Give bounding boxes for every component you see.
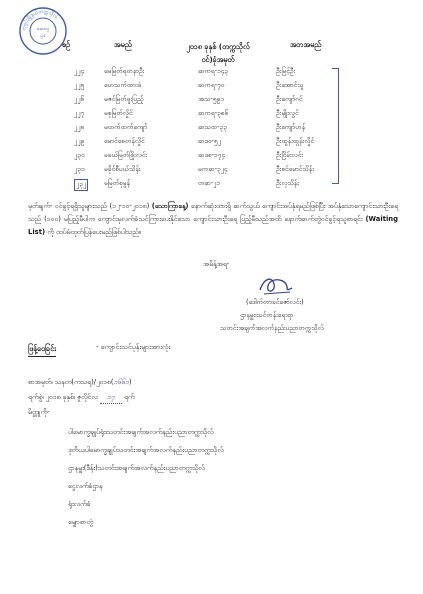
seal-center-line2: မှုခံ xyxy=(40,34,46,39)
row-roll: ဆကရ-၃၈၆ xyxy=(198,109,229,117)
reference-date-suffix: ရက် xyxy=(123,393,135,401)
header-father: အဘအမည် xyxy=(290,40,322,49)
table-row xyxy=(0,123,423,135)
official-seal xyxy=(18,6,71,56)
row-no: ၂၂၅ xyxy=(74,81,85,89)
reference-number-handwritten: ၁၆၆၁ xyxy=(113,378,129,386)
cc-item: ငွေလက်ခံဌာန xyxy=(68,482,103,490)
row-father: ဦးမြင့်ဦး xyxy=(276,67,296,75)
row-no: ၂၃၀ xyxy=(74,151,85,159)
row-roll: ဆကရ-၇၀ xyxy=(198,81,225,89)
remarks-bold2: (Waiting List) xyxy=(28,215,398,236)
row-roll: ဆဒစ-၁၇၄ xyxy=(198,151,226,159)
cc-item: ရုံးလက်ခံ xyxy=(68,500,91,508)
row-no: ၂၃၁ xyxy=(74,165,85,173)
remarks-bold1: (သောကြာနေ့) xyxy=(151,202,189,210)
reference-number xyxy=(28,378,132,388)
cc-item: ဒုတိယပါမောက္ခချုပ်သတင်းအချက်အလက်နည်းပညာတက္ကသိုလ် xyxy=(68,446,224,454)
reference-number-label: စာအမှတ်၊ သနတ(ကသရ)/၂၀၁၈( xyxy=(28,378,114,386)
row-roll: မကဆ-၃၂၄ xyxy=(198,165,228,173)
row-no: ၂၂၈ xyxy=(74,123,85,131)
row-father: ဦးစင်မောင်သိန်း xyxy=(276,165,314,173)
cc-item: မျှောစာတွဲ xyxy=(68,518,93,526)
reference-date xyxy=(28,393,135,404)
row-father: ဦးလှသိန်း xyxy=(276,179,299,187)
row-roll: အသ-၅၉၁ xyxy=(198,95,224,103)
row-father: ဦးကျော်ဟန် xyxy=(276,123,305,131)
header-no: စဉ် xyxy=(62,40,71,49)
distribution-text: - ကျောင်းသင်ပုန်းများအားလုံး xyxy=(96,343,171,351)
remarks-part3: ကို ထပ်မံထုတ်ပြန်ပေးမည်ဖြစ်ပါသည်။ xyxy=(45,228,141,236)
row-no: ၂၂၄ xyxy=(74,67,85,75)
seal-center-line1: ဆေးသူ xyxy=(36,27,50,32)
row-name: မဇင်မြတ်ဖူးပြည့် xyxy=(104,95,144,103)
row-name: မခယ်မြတ်ဖြိုးလင်း xyxy=(104,151,148,159)
cc-heading: မိတ္တူကို- xyxy=(28,408,50,416)
row-name: မခိုင်စီပယ်သိန်း xyxy=(104,165,141,173)
row-name: ဟေသက်ထားခဲ xyxy=(104,81,142,89)
table-row xyxy=(0,67,423,79)
row-father: ဦးအောင်သူ xyxy=(276,81,304,89)
row-roll: တဆ-၂၁ xyxy=(198,179,221,187)
row-father: ဦးကျော်ဂင် xyxy=(276,95,303,103)
row-name: မထက်ထက်ကျော် xyxy=(104,123,148,131)
seal-ring-text: ဘုရှင်းမြို့နယ်တက္ကသိုလ် xyxy=(20,8,59,32)
row-name: မစုမြတ်လှိုင် xyxy=(104,109,133,117)
cc-item: ဌာနမှူး(ဒီန်း)သတင်းအချက်အလက်နည်းပညာတက္ကသိုလ် xyxy=(68,464,205,472)
row-no: ၂၂၆ xyxy=(74,95,85,103)
remarks-part2: နောက်ဆုံးထားရှိ ဆက်သွယ် ကျောင်းအပ်နှံရမည်ဖြစ်ပြီး အပ်နှံသောကျောင်းသားဦးရေသည် (၁၀၀) မပြည့်မီပါက ကျောင်းမှလက်ခံသင်ကြားပေးနိုင်သော ကျောင်းသားဦးရေ ပြည့်မီသည်အထိ နောက်ဆက်တွဲဝင်ခွင့်ရသူစာရင်း xyxy=(28,202,398,223)
row-roll: ဆဒဝ-၅၂ xyxy=(198,137,221,145)
row-father: ဦးမျိုးလွင် xyxy=(276,109,299,117)
table-row xyxy=(0,81,423,93)
row-father: ဦးငြိမ်းလင်း xyxy=(276,151,304,159)
table-row xyxy=(0,95,423,107)
row-no: ၂၃၂ xyxy=(74,179,88,191)
table-row xyxy=(0,179,423,189)
row-no: ၂၂၉ xyxy=(74,137,85,145)
table-row xyxy=(0,109,423,121)
reference-number-close: ) xyxy=(128,378,132,386)
row-name: မေမြတ်ရတနာဦး xyxy=(104,67,145,75)
row-father: ဦးထွန်းထွန်းလှိုင် xyxy=(276,137,315,145)
reference-date-label: ရက်စွဲ၊ ၂၀၁၈ ခုနှစ်၊ ဇူလိုင်လ xyxy=(28,393,98,401)
table-row xyxy=(0,137,423,149)
remarks-part1: မှတ်ချက်- ဝင်ခွင့်ရရှိသူများသည် (၁၂-၁၀-၂၀၁၈) xyxy=(28,202,152,210)
row-roll: ဆသထ-၃၃ xyxy=(198,123,227,131)
table-row xyxy=(0,165,423,177)
row-name: မောင်စေတန်လှိုင် xyxy=(104,137,145,145)
signature-scribble xyxy=(256,272,296,298)
header-roll: ၂၀၁၈ ခုနှစ် (တက္ကသိုလ်ဝင်)ခုံအမှတ် xyxy=(186,42,250,64)
signature-lead: အမိန့်အရ- xyxy=(203,260,230,268)
signature-name: (ဒေါက်တာခင်ဇော်လင်း) xyxy=(246,298,304,306)
remarks-paragraph xyxy=(28,200,398,239)
row-name: မမြတ်စုမွန် xyxy=(104,179,130,187)
distribution-label: ဖြန့်ဝေခြင်း xyxy=(28,344,56,357)
signature-title: ဌာနမှူး၊သင်တန်းရေးရာ xyxy=(240,311,294,319)
handwritten-bracket xyxy=(332,68,339,184)
header-name: အမည် xyxy=(114,40,132,49)
signature-org: သတင်းအချက်အလက်နည်းပညာတက္ကသိုလ် xyxy=(220,324,324,332)
cc-item: ပါမောက္ခချုပ်ရုံး၊သတင်းအချက်အလက်နည်းပညာတက္ကသိုလ် xyxy=(68,428,214,436)
row-no: ၂၂၇ xyxy=(74,109,85,117)
table-row xyxy=(0,151,423,163)
row-roll: ဆကရ-၁၄၃ xyxy=(198,67,229,75)
reference-date-handwritten: ၁၇ xyxy=(100,393,122,404)
